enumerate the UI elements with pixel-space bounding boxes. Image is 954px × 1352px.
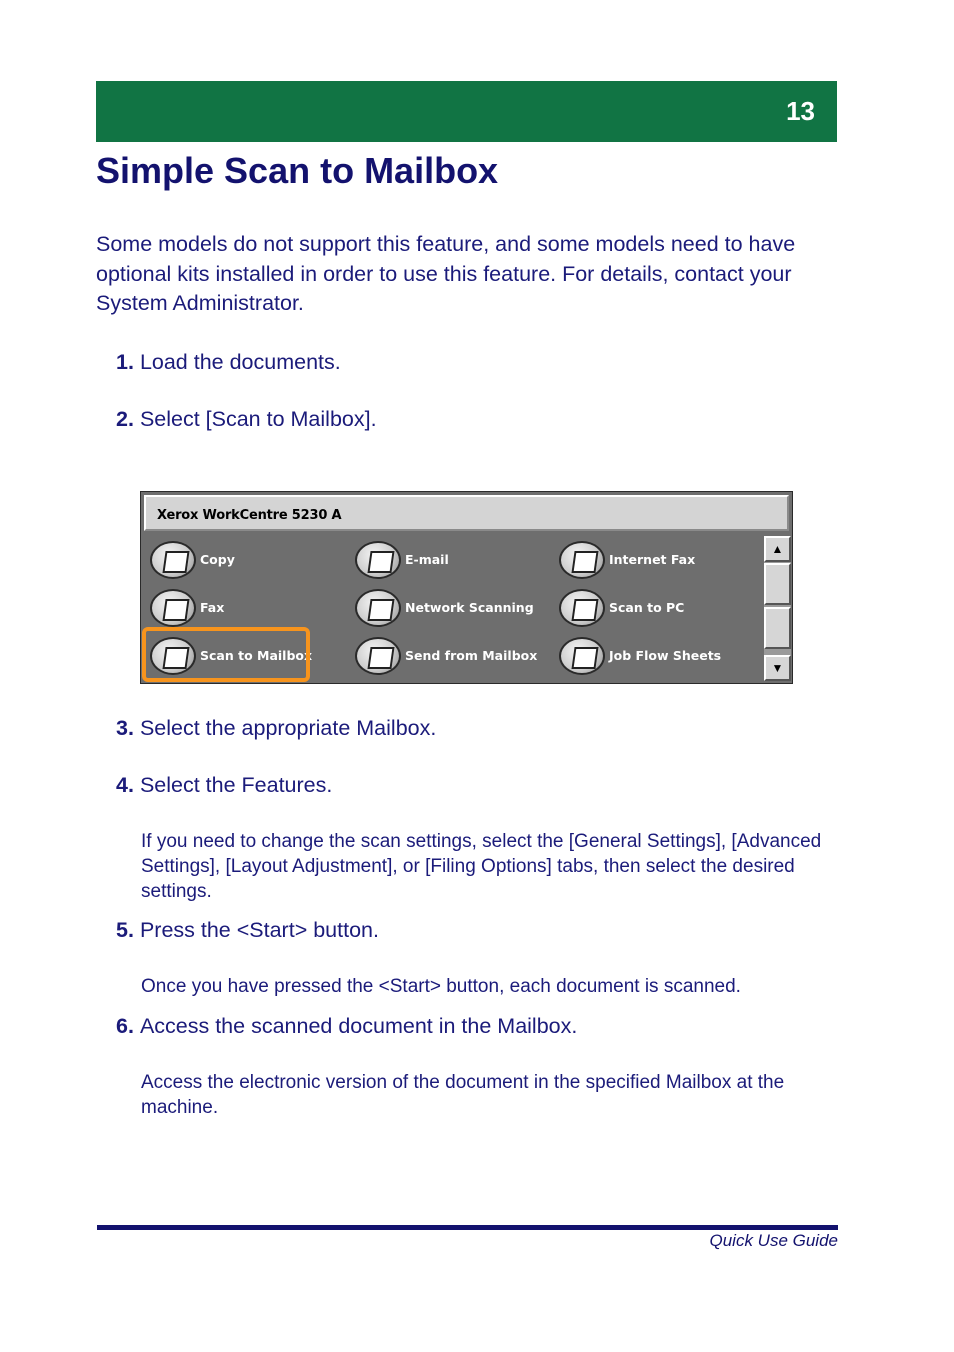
scroll-track-lower[interactable] — [764, 607, 791, 649]
footer-label: Quick Use Guide — [709, 1231, 838, 1250]
features-note: If you need to change the scan settings, select the [General Settings], [Advanced Settings], [Layout Adjustment], or [Filing Options] tabs, then select the desired settings. — [141, 831, 822, 902]
network-scanning-icon — [355, 589, 401, 627]
service-label: Fax — [200, 600, 225, 615]
step-text: Load the documents. — [139, 350, 341, 374]
start-note: Once you have pressed the <Start> button, each document is scanned. — [141, 976, 741, 997]
step-4 — [116, 773, 332, 798]
step-number: 5. — [116, 918, 134, 942]
step-text: Access the scanned document in the Mailbox. — [139, 1014, 578, 1038]
service-label: Scan to Mailbox — [200, 648, 313, 663]
step-text: Select the appropriate Mailbox. — [139, 716, 437, 740]
step-text: Press the <Start> button. — [139, 918, 379, 942]
screen-title: Xerox WorkCentre 5230 A — [157, 508, 342, 523]
scroll-down-button[interactable]: ▼ — [764, 655, 791, 681]
step-number: 4. — [116, 773, 134, 797]
copy-icon — [150, 541, 196, 579]
step-number: 2. — [116, 407, 134, 431]
service-label: Network Scanning — [405, 600, 534, 615]
chapter-header-band — [96, 81, 837, 142]
step-1 — [116, 350, 341, 375]
service-label: E-mail — [405, 552, 449, 567]
step-3 — [116, 716, 436, 741]
service-scrollbar[interactable] — [764, 536, 791, 681]
step-number: 6. — [116, 1014, 134, 1038]
page-number: 13 — [786, 96, 815, 126]
step-text: Select the Features. — [139, 773, 333, 797]
service-label: Send from Mailbox — [405, 648, 538, 663]
send-from-mailbox-icon — [355, 637, 401, 675]
service-label: Scan to PC — [609, 600, 685, 615]
mailbox-note: Access the electronic version of the document in the specified Mailbox at the machine. — [141, 1072, 785, 1118]
email-icon — [355, 541, 401, 579]
step-2 — [116, 407, 377, 432]
scroll-up-button[interactable]: ▲ — [764, 536, 791, 562]
service-label: Internet Fax — [609, 552, 696, 567]
step-text: Select [Scan to Mailbox]. — [139, 407, 377, 431]
intro-paragraph: Some models do not support this feature, and some models need to have optional kits installed in order to use this feature. For details, contact your System Administrator. — [96, 232, 796, 315]
step-5 — [116, 918, 379, 943]
step-number: 1. — [116, 350, 134, 374]
step-6 — [116, 1014, 577, 1039]
scroll-thumb[interactable] — [764, 563, 791, 605]
scan-to-pc-icon — [559, 589, 605, 627]
service-label: Job Flow Sheets — [609, 648, 722, 663]
step-number: 3. — [116, 716, 134, 740]
footer-rule — [97, 1225, 838, 1230]
screen-titlebar — [144, 495, 789, 531]
job-flow-sheets-icon — [559, 637, 605, 675]
scan-to-mailbox-highlight — [142, 627, 313, 682]
page-title: Simple Scan to Mailbox — [96, 150, 499, 191]
fax-icon — [150, 589, 196, 627]
internet-fax-icon — [559, 541, 605, 579]
service-label: Copy — [200, 552, 235, 567]
